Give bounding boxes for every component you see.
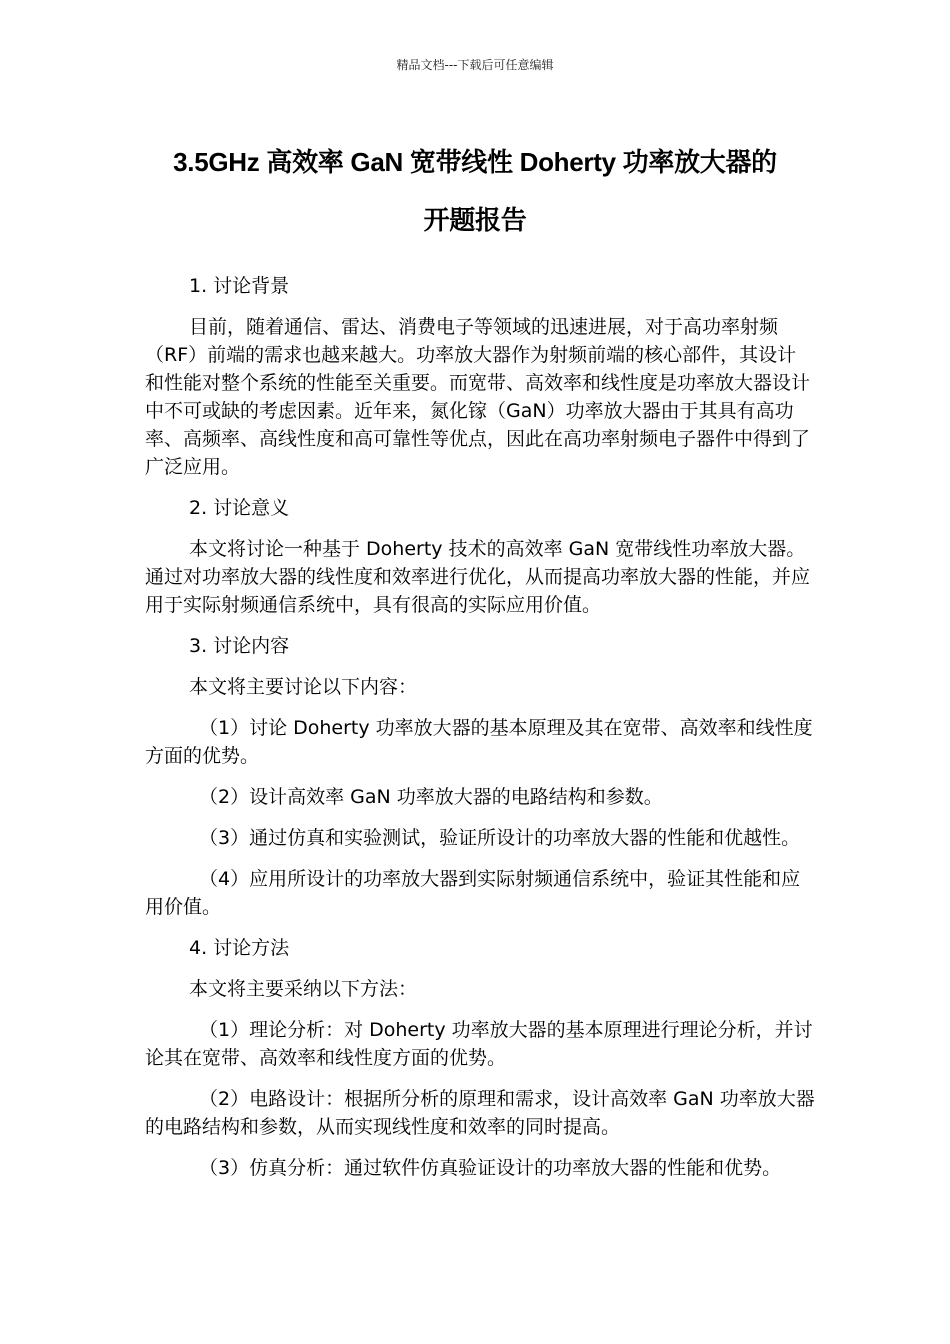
section-heading-significance: 2. 讨论意义: [189, 497, 290, 519]
document-body: [145, 272, 815, 1195]
content-item-2: （2）设计高效率 GaN 功率放大器的电路结构和参数。: [199, 786, 663, 808]
paragraph-methods-intro: 本文将主要采纳以下方法：: [189, 978, 418, 1000]
section-heading-content: 3. 讨论内容: [189, 635, 290, 657]
page-header-note: 精品文档---下载后可任意编辑: [396, 58, 554, 72]
document-title: [140, 133, 810, 249]
content-item-1: （1）讨论 Doherty 功率放大器的基本原理及其在宽带、高效率和线性度方面的优势。: [145, 717, 813, 767]
paragraph-content-intro: 本文将主要讨论以下内容：: [189, 676, 418, 698]
section-heading-methods: 4. 讨论方法: [189, 937, 290, 959]
paragraph-background: 目前，随着通信、雷达、消费电子等领域的迅速进展，对于高功率射频（RF）前端的需求也越来越大。功率放大器作为射频前端的核心部件，其设计和性能对整个系统的性能至关重要。而宽带、高效率和线性度是功率放大器设计中不可或缺的考虑因素。近年来，氮化镓（GaN）功率放大器由于其具有高功率、高频率、高线性度和高可靠性等优点，因此在高功率射频电子器件中得到了广泛应用。: [145, 316, 811, 478]
title-line-2: 开题报告: [423, 205, 527, 235]
method-item-3: （3）仿真分析：通过软件仿真验证设计的功率放大器的性能和优势。: [199, 1157, 782, 1179]
content-item-3: （3）通过仿真和实验测试，验证所设计的功率放大器的性能和优越性。: [199, 827, 801, 849]
paragraph-significance: 本文将讨论一种基于 Doherty 技术的高效率 GaN 宽带线性功率放大器。通过对功率放大器的线性度和效率进行优化，从而提高功率放大器的性能，并应用于实际射频通信系统中，具有很高的实际应用价值。: [145, 538, 811, 616]
method-item-1: （1）理论分析：对 Doherty 功率放大器的基本原理进行理论分析，并讨论其在宽带、高效率和线性度方面的优势。: [145, 1019, 813, 1069]
content-item-4: （4）应用所设计的功率放大器到实际射频通信系统中，验证其性能和应用价值。: [145, 868, 801, 918]
title-line-1: 3.5GHz 高效率 GaN 宽带线性 Doherty 功率放大器的: [173, 147, 777, 177]
method-item-2: （2）电路设计：根据所分析的原理和需求，设计高效率 GaN 功率放大器的电路结构和参数，从而实现线性度和效率的同时提高。: [145, 1088, 815, 1138]
section-heading-background: 1. 讨论背景: [189, 275, 290, 297]
